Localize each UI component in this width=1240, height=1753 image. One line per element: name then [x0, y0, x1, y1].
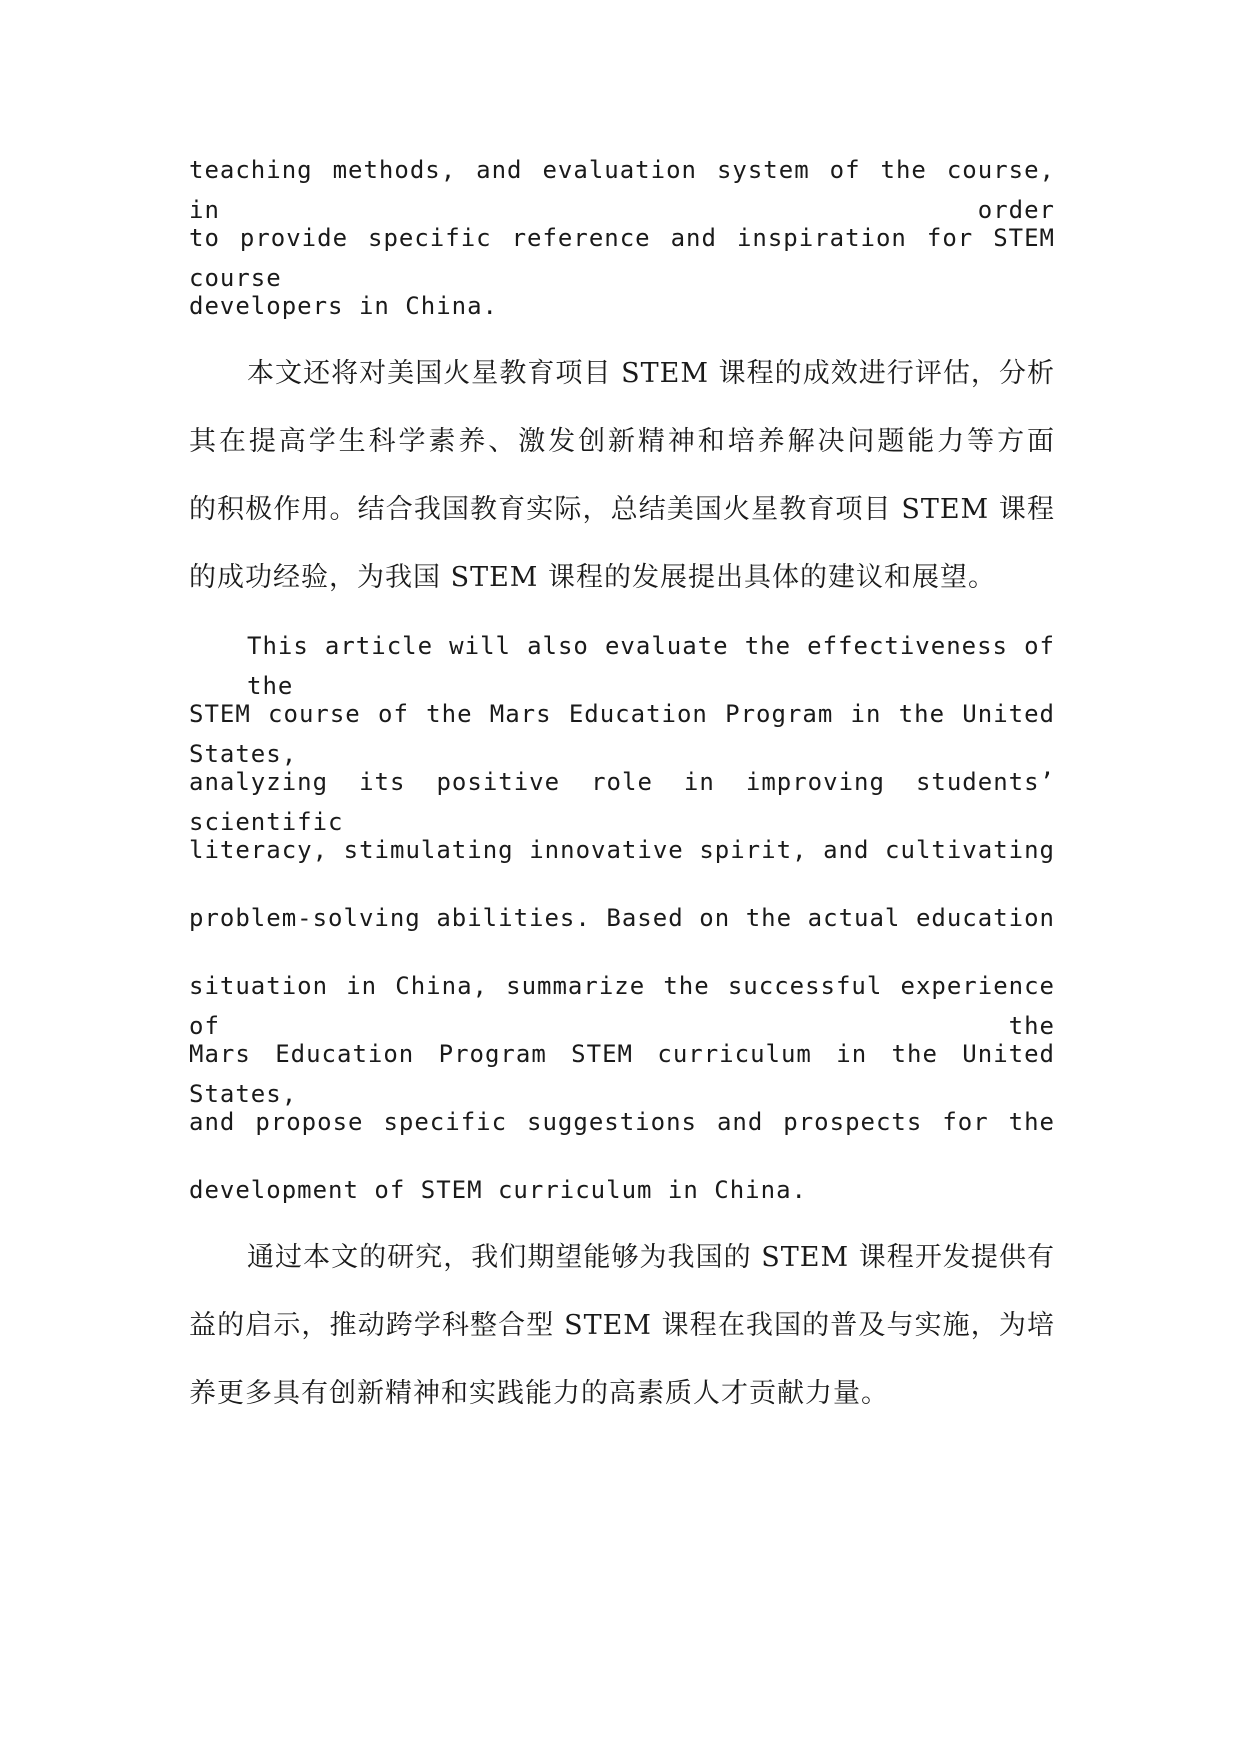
- text-line: 的成功经验，为我国 STEM 课程的发展提出具体的建议和展望。: [189, 562, 997, 593]
- text-line: 的积极作用。结合我国教育实际，总结美国火星教育项目 STEM 课程: [189, 494, 1055, 525]
- text-line: STEM course of the Mars Education Program in the United States,: [189, 700, 1055, 768]
- text-line: development of STEM curriculum in China.: [189, 1176, 807, 1204]
- text-line: This article will also evaluate the effectiveness of the: [247, 632, 1055, 700]
- text-line: 本文还将对美国火星教育项目 STEM 课程的成效进行评估，分析: [247, 358, 1055, 389]
- text-line: developers in China.: [189, 292, 498, 320]
- text-line: 通过本文的研究，我们期望能够为我国的 STEM 课程开发提供有: [247, 1242, 1055, 1273]
- text-line: situation in China, summarize the successful experience of the: [189, 972, 1055, 1040]
- text-line: 益的启示，推动跨学科整合型 STEM 课程在我国的普及与实施，为培: [189, 1310, 1055, 1341]
- text-line: 其在提高学生科学素养、激发创新精神和培养解决问题能力等方面: [189, 426, 1055, 457]
- text-line: analyzing its positive role in improving students’ scientific: [189, 768, 1055, 836]
- text-line: to provide specific reference and inspiration for STEM course: [189, 224, 1055, 292]
- text-line: literacy, stimulating innovative spirit, and cultivating: [189, 836, 1055, 864]
- text-line: 养更多具有创新精神和实践能力的高素质人才贡献力量。: [189, 1378, 889, 1409]
- text-line: Mars Education Program STEM curriculum in the United States,: [189, 1040, 1055, 1108]
- text-line: and propose specific suggestions and prospects for the: [189, 1108, 1055, 1136]
- text-line: teaching methods, and evaluation system of the course, in order: [189, 156, 1055, 224]
- text-line: problem-solving abilities. Based on the actual education: [189, 904, 1055, 932]
